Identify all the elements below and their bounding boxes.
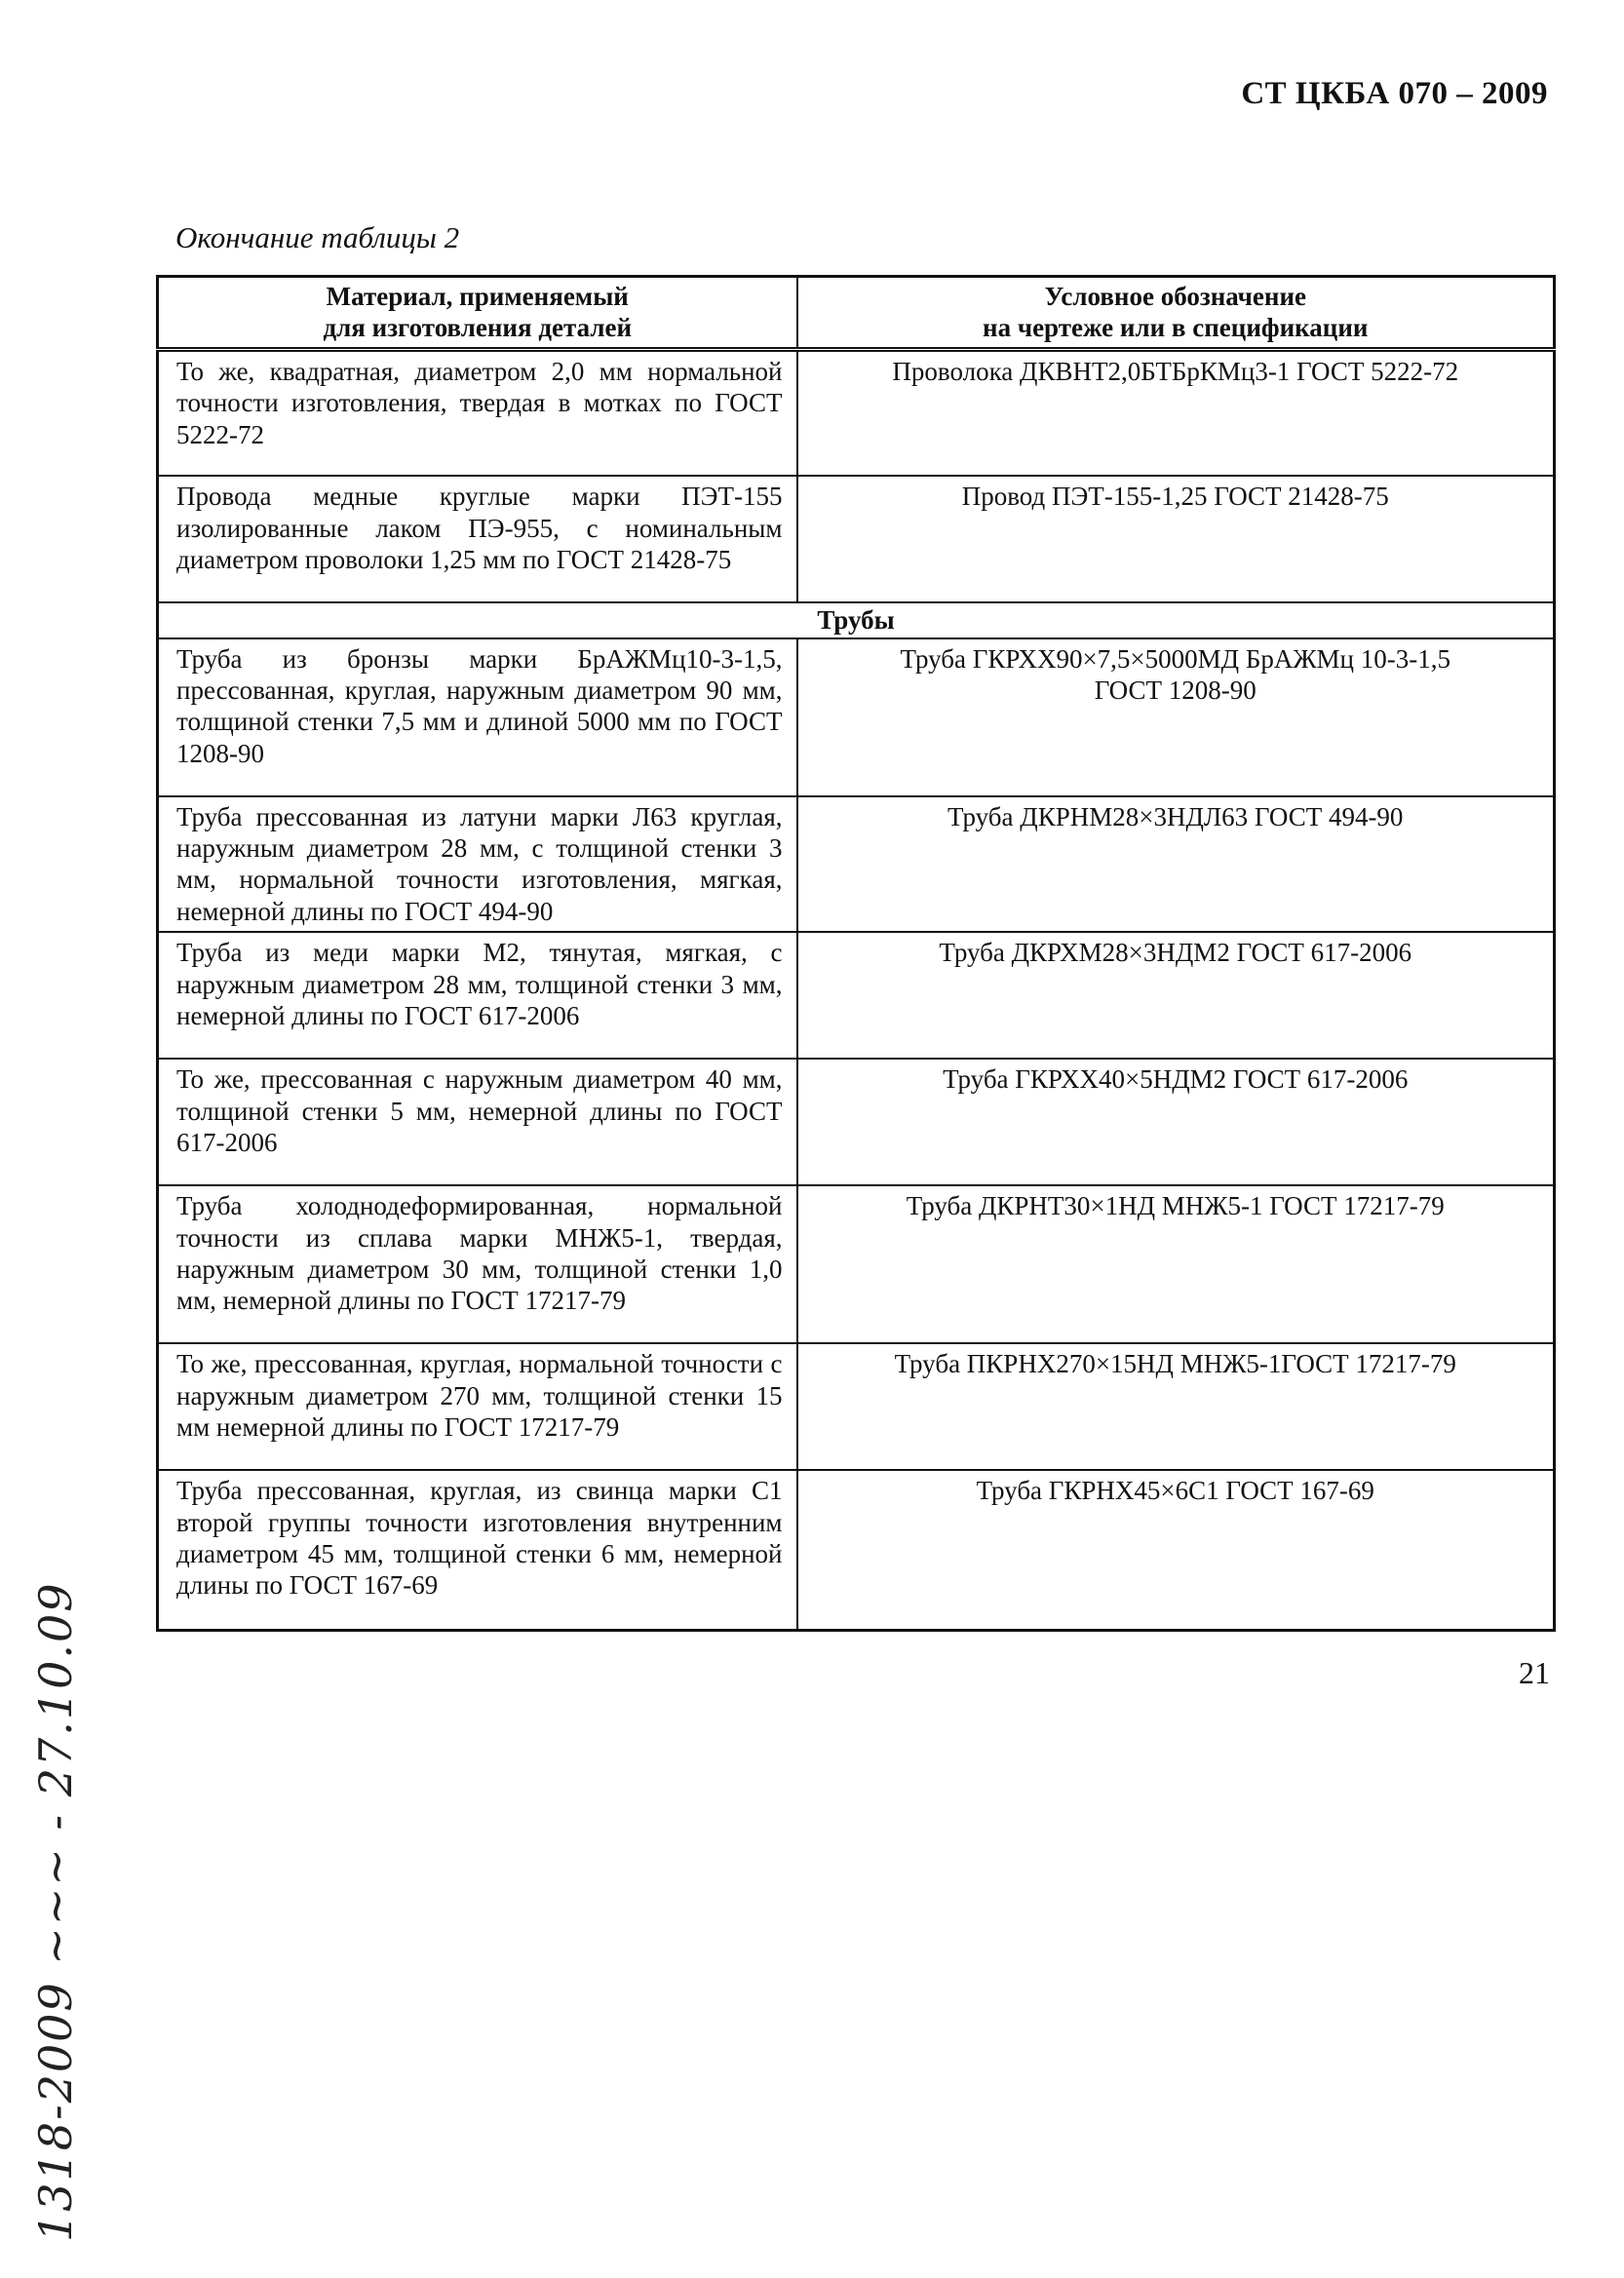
table-caption: Окончание таблицы 2	[175, 220, 460, 254]
material-cell: То же, прессованная с наружным диаметром 40 мм, толщиной стенки 5 мм, немерной длины по ГОСТ 617-2006	[158, 1059, 797, 1185]
table-row	[158, 1470, 1555, 1630]
designation-cell: Провод ПЭТ-155-1,25 ГОСТ 21428-75	[797, 476, 1555, 602]
column-header-designation	[797, 277, 1555, 350]
designation-cell: Труба ДКРХМ28×3НДМ2 ГОСТ 617-2006	[797, 932, 1555, 1059]
table-row	[158, 1059, 1555, 1185]
column-header-line: на чертеже или в спецификации	[983, 313, 1369, 343]
section-row	[158, 602, 1555, 637]
table-header-row	[158, 277, 1555, 350]
column-header-line: для изготовления деталей	[323, 313, 633, 343]
designation-cell: Труба ГКРХХ40×5НДМ2 ГОСТ 617-2006	[797, 1059, 1555, 1185]
designation-line: Труба ГКРХХ90×7,5×5000МД БрАЖМц 10-3-1,5	[900, 643, 1450, 674]
material-cell: То же, квадратная, диаметром 2,0 мм нормальной точности изготовления, твердая в мотках по ГОСТ 5222-72	[158, 349, 797, 476]
materials-table	[156, 275, 1556, 1632]
material-cell: Провода медные круглые марки ПЭТ-155 изолированные лаком ПЭ-955, с номинальным диаметром проволоки 1,25 мм по ГОСТ 21428-75	[158, 476, 797, 602]
handwritten-annotation: 1318-2009 ~~~ - 27.10.09	[29, 1581, 82, 2242]
designation-cell: Труба ПКРНХ270×15НД МНЖ5-1ГОСТ 17217-79	[797, 1343, 1555, 1470]
table-row	[158, 796, 1555, 933]
material-cell: Труба из бронзы марки БрАЖМц10-3-1,5, прессованная, круглая, наружным диаметром 90 мм, толщиной стенки 7,5 мм и длиной 5000 мм по ГОСТ 1208-90	[158, 638, 797, 796]
column-header-material	[158, 277, 797, 350]
designation-cell	[797, 638, 1555, 796]
section-label: Трубы	[158, 602, 1555, 637]
column-header-line: Материал, применяемый	[326, 282, 629, 311]
designation-line: ГОСТ 1208-90	[1094, 676, 1257, 706]
document-code: СТ ЦКБА 070 – 2009	[1241, 76, 1548, 111]
table-row	[158, 349, 1555, 476]
material-cell: Труба прессованная из латуни марки Л63 круглая, наружным диаметром 28 мм, с толщиной стенки 3 мм, нормальной точности изготовления, мягкая, немерной длины по ГОСТ 494-90	[158, 796, 797, 933]
material-cell: Труба из меди марки М2, тянутая, мягкая, с наружным диаметром 28 мм, толщиной стенки 3 мм, немерной длины по ГОСТ 617-2006	[158, 932, 797, 1059]
table-row	[158, 476, 1555, 602]
table-row	[158, 1185, 1555, 1343]
table-row	[158, 1343, 1555, 1470]
designation-cell: Труба ДКРНТ30×1НД МНЖ5-1 ГОСТ 17217-79	[797, 1185, 1555, 1343]
table-row	[158, 932, 1555, 1059]
column-header-line: Условное обозначение	[1044, 282, 1306, 311]
material-cell: Труба холоднодеформированная, нормальной точности из сплава марки МНЖ5-1, твердая, наружным диаметром 30 мм, толщиной стенки 1,0 мм, немерной длины по ГОСТ 17217-79	[158, 1185, 797, 1343]
table-row	[158, 638, 1555, 796]
page-number: 21	[1519, 1655, 1550, 1690]
designation-cell: Труба ГКРНХ45×6С1 ГОСТ 167-69	[797, 1470, 1555, 1630]
designation-cell: Проволока ДКВНТ2,0БТБрКМц3-1 ГОСТ 5222-72	[797, 349, 1555, 476]
material-cell: То же, прессованная, круглая, нормальной точности с наружным диаметром 270 мм, толщиной стенки 15 мм немерной длины по ГОСТ 17217-79	[158, 1343, 797, 1470]
designation-cell: Труба ДКРНМ28×3НДЛ63 ГОСТ 494-90	[797, 796, 1555, 933]
material-cell: Труба прессованная, круглая, из свинца марки С1 второй группы точности изготовления внутренним диаметром 45 мм, толщиной стенки 6 мм, немерной длины по ГОСТ 167-69	[158, 1470, 797, 1630]
